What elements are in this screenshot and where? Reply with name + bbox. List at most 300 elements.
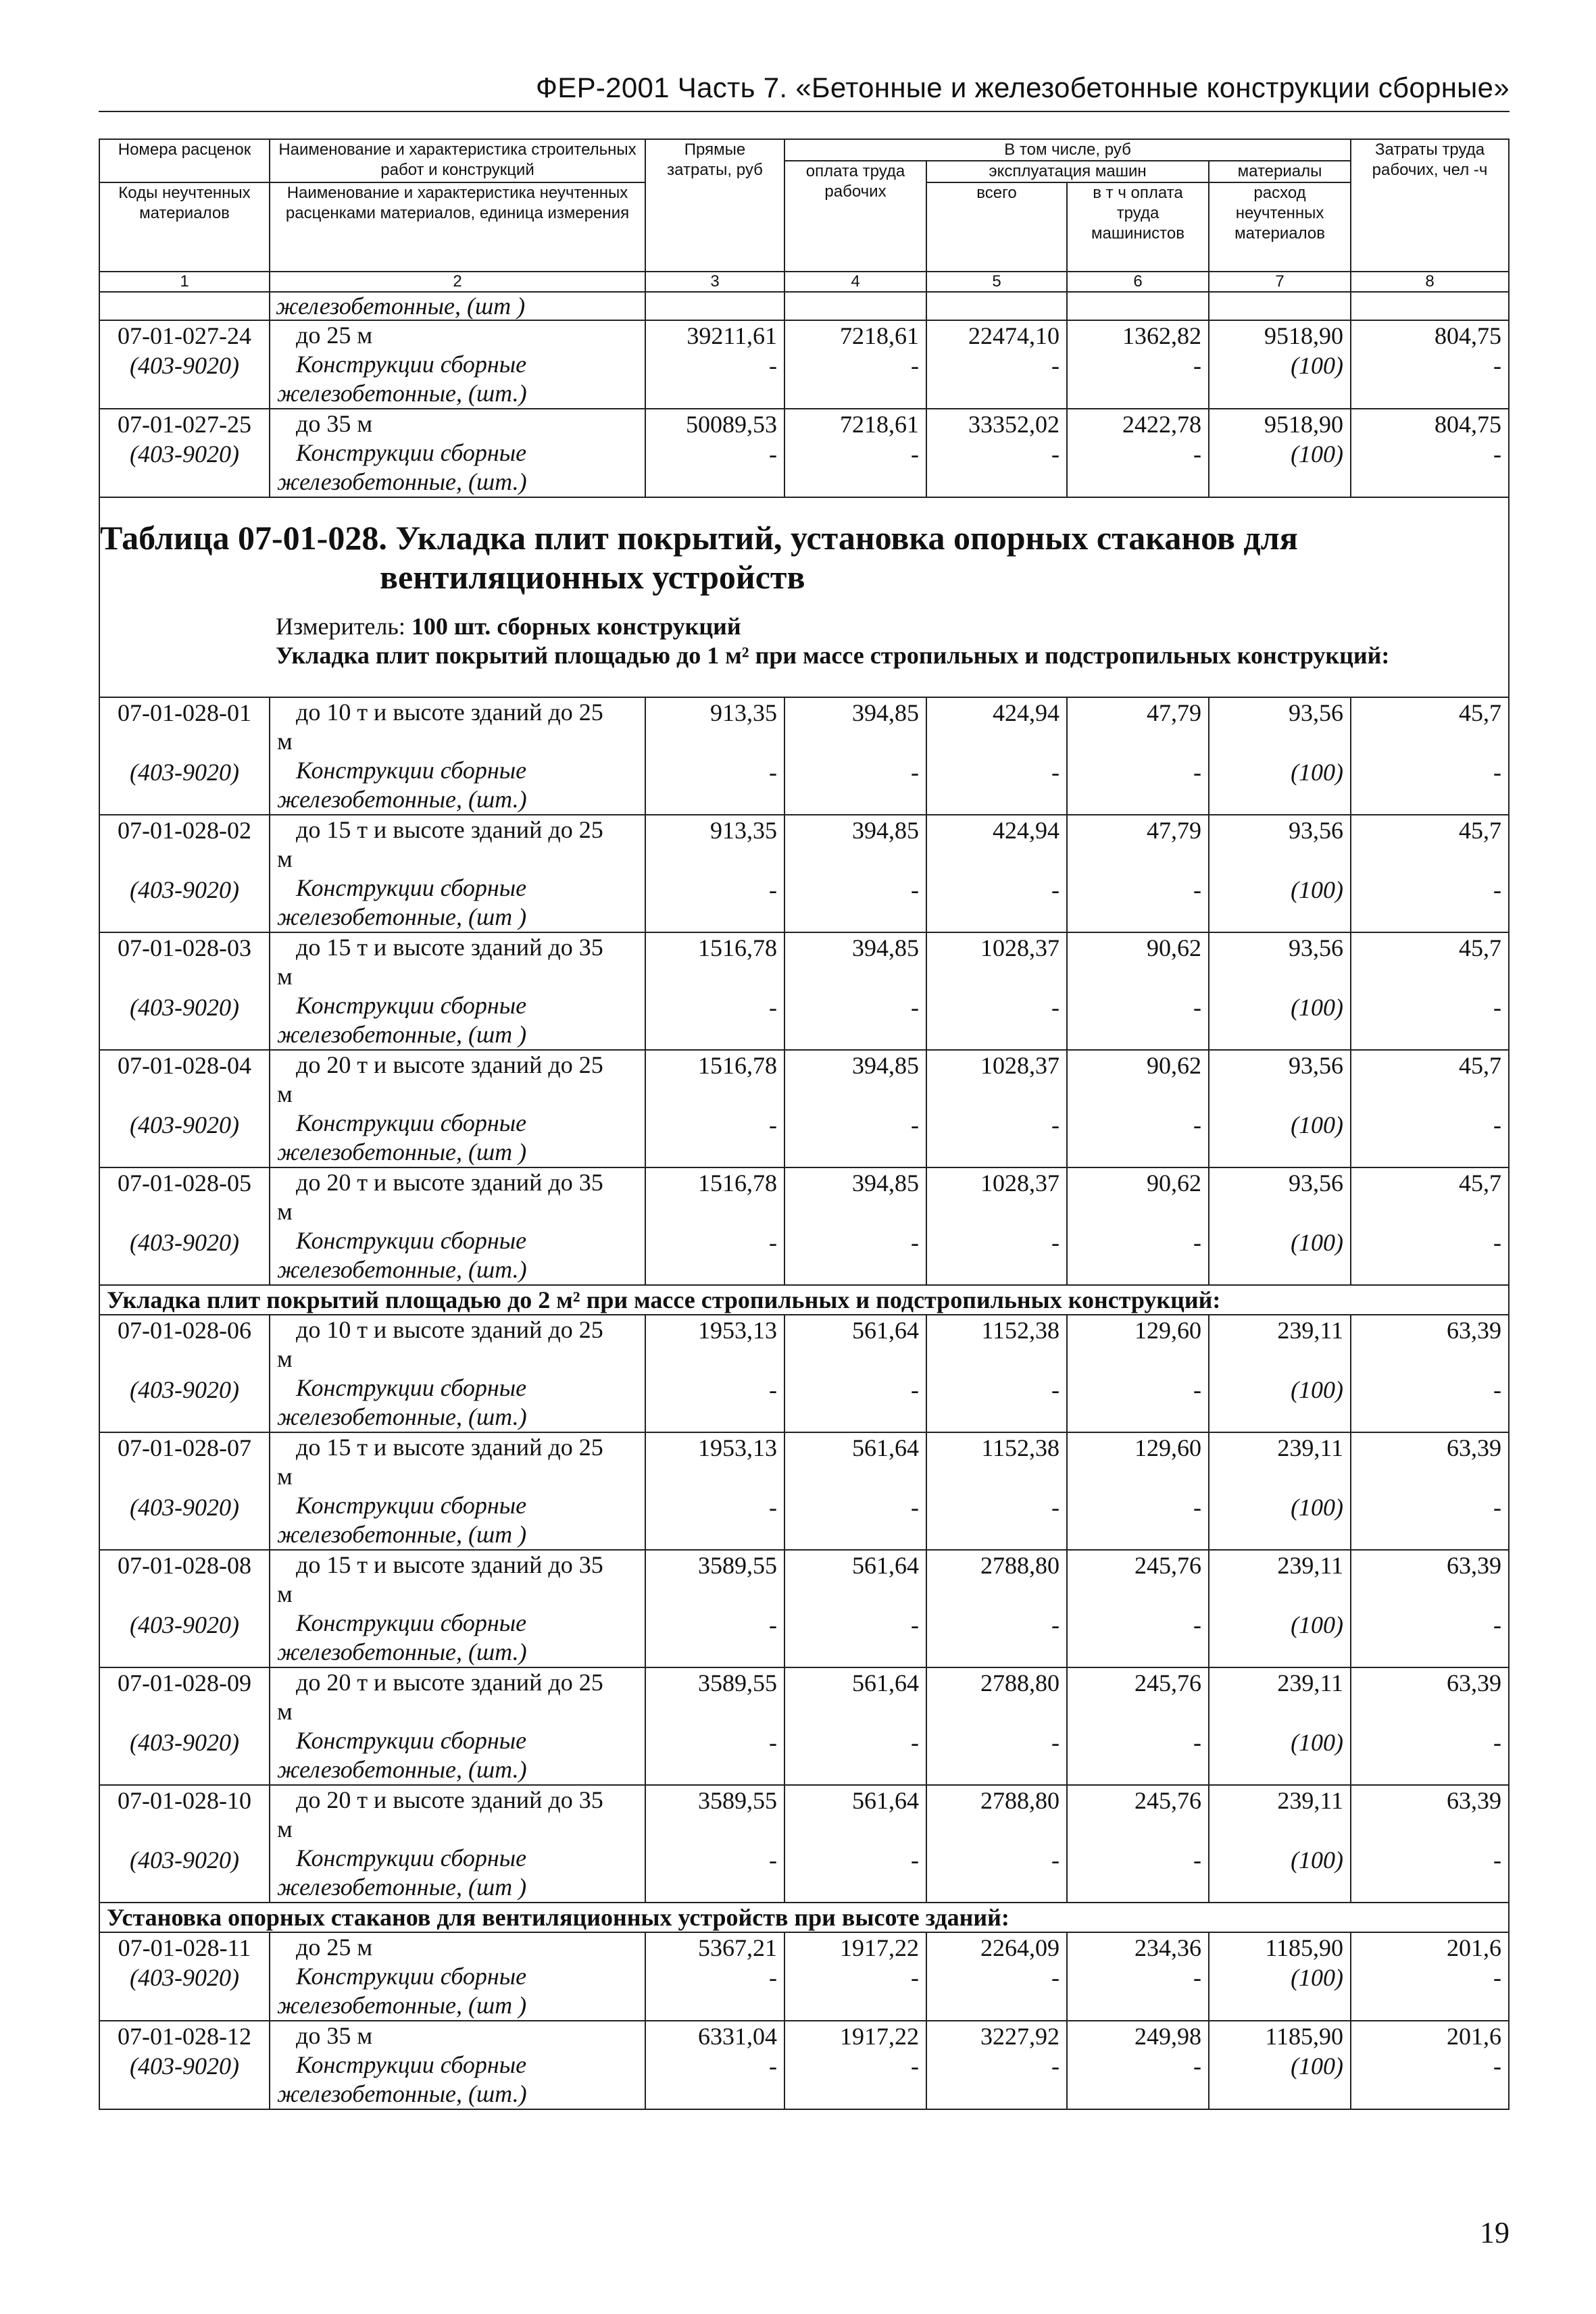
dash-mark: - — [1493, 1376, 1502, 1403]
value: 561,64 — [852, 1787, 919, 1814]
material-qty: (100) — [1291, 441, 1344, 468]
spacer-line — [107, 1580, 262, 1610]
rate-name-cell — [270, 1932, 645, 2021]
dash-mark: - — [911, 2053, 919, 2080]
material-name: Конструкции сборные — [296, 992, 527, 1019]
dash-mark: - — [1051, 1846, 1059, 1873]
spacer-line — [1358, 1580, 1501, 1610]
material-qty: (100) — [1291, 1846, 1344, 1873]
value: 1516,78 — [698, 1052, 777, 1079]
dash-mark: - — [769, 352, 777, 379]
meter — [100, 611, 1508, 641]
rate-code-cell — [99, 1050, 270, 1167]
value-cell-c4 — [784, 409, 926, 497]
value: 3589,55 — [698, 1787, 777, 1814]
meter-label: Измеритель: — [276, 613, 405, 640]
value: 1362,82 — [1122, 322, 1201, 349]
rate-code-cell — [99, 932, 270, 1050]
dash-mark: - — [1493, 1729, 1502, 1756]
section-title: Укладка плит покрытий площадью до 1 м² при массе стропильных и подстропильных конструкций: — [99, 641, 1509, 697]
spacer-line — [107, 728, 262, 757]
rate-name: до 15 т и высоте зданий до 25 — [296, 1434, 603, 1461]
value: 45,7 — [1459, 1052, 1502, 1079]
dash-mark: - — [1193, 994, 1201, 1021]
rate-name: до 15 т и высоте зданий до 35 — [296, 934, 603, 961]
dash-mark: - — [1051, 352, 1059, 379]
spacer-line — [934, 963, 1059, 992]
rate-code: 07-01-028-03 — [118, 934, 251, 961]
material-qty: (100) — [1291, 1729, 1344, 1756]
value-cell-c4 — [784, 1550, 926, 1667]
value: 90,62 — [1147, 1052, 1201, 1079]
spacer-line — [107, 963, 262, 992]
material-name: Конструкции сборные — [296, 874, 527, 901]
spacer-line — [934, 1080, 1059, 1110]
dash-mark: - — [911, 1729, 919, 1756]
value-cell-c7 — [1209, 697, 1351, 815]
rate-code-cell — [99, 1432, 270, 1550]
value: 394,85 — [852, 1052, 919, 1079]
rate-name-cell — [270, 1050, 645, 1167]
value-cell-c3 — [645, 1167, 784, 1285]
dash-mark: - — [1193, 2053, 1201, 2080]
material-name-cont: железобетонные, (шт ) — [277, 1021, 527, 1048]
rate-code: 07-01-027-25 — [118, 411, 251, 438]
dash-mark: - — [1193, 1964, 1201, 1991]
spacer-line — [107, 1080, 262, 1110]
spacer-line — [934, 845, 1059, 875]
rate-name: до 15 т и высоте зданий до 25 — [296, 816, 603, 843]
value-cell-c5 — [926, 1167, 1067, 1285]
value: 1185,90 — [1265, 2023, 1344, 2050]
spacer-line — [107, 1198, 262, 1228]
rate-code: 07-01-028-02 — [118, 817, 251, 844]
value-cell-c7 — [1209, 815, 1351, 932]
section-title: Установка опорных стаканов для вентиляционных устройств при высоте зданий: — [99, 1903, 1509, 1932]
page-header: ФЕР-2001 Часть 7. «Бетонные и железобетонные конструкции сборные» — [536, 72, 1510, 103]
material-name-cont: железобетонные, (шт ) — [277, 1992, 527, 2019]
spacer-line — [107, 1463, 262, 1492]
value-cell-c3 — [645, 1432, 784, 1550]
col8-header: Затраты труда рабочих, чел -ч — [1351, 139, 1509, 272]
value: 2422,78 — [1122, 411, 1201, 438]
rate-code: 07-01-028-01 — [118, 699, 251, 726]
col1-header-bottom: Коды неучтенных материалов — [99, 182, 270, 272]
value: 201,6 — [1447, 2023, 1502, 2050]
spacer-line — [934, 1580, 1059, 1610]
dash-mark: - — [1051, 441, 1059, 468]
value-cell-c8 — [1351, 1050, 1509, 1167]
colnum: 5 — [926, 272, 1067, 292]
dash-mark: - — [1193, 759, 1201, 786]
column-numbers-row — [99, 272, 1509, 292]
material-qty: (100) — [1291, 1229, 1344, 1256]
rate-name-cell — [270, 1550, 645, 1667]
value: 3589,55 — [698, 1552, 777, 1579]
table-row — [99, 1167, 1509, 1285]
value: 6331,04 — [698, 2023, 777, 2050]
value: 804,75 — [1435, 411, 1502, 438]
value: 7218,61 — [840, 322, 919, 349]
dash-mark: - — [1493, 994, 1502, 1021]
material-name-cont: железобетонные, (шт.) — [277, 468, 527, 495]
dash-mark: - — [769, 2053, 777, 2080]
spacer-line — [1358, 1198, 1501, 1228]
colnum: 8 — [1351, 272, 1509, 292]
spacer-line — [792, 963, 919, 992]
rate-code: 07-01-028-04 — [118, 1052, 251, 1079]
rate-name-cell — [270, 1432, 645, 1550]
table-row — [99, 1432, 1509, 1550]
value: 1953,13 — [698, 1317, 777, 1344]
rate-name-cell — [270, 1315, 645, 1432]
dash-mark: - — [911, 1376, 919, 1403]
material-name: Конструкции сборные — [296, 2051, 527, 2078]
rate-name: до 20 т и высоте зданий до 35 — [296, 1786, 603, 1813]
material-name: Конструкции сборные — [296, 439, 527, 466]
dash-mark: - — [1493, 759, 1502, 786]
section-title: Укладка плит покрытий площадью до 2 м² при массе стропильных и подстропильных конструкций: — [99, 1285, 1509, 1315]
value: 249,98 — [1134, 2023, 1201, 2050]
table-title-cell — [99, 497, 1509, 641]
value: 394,85 — [852, 934, 919, 961]
dash-mark: - — [1193, 1494, 1201, 1521]
dash-mark: - — [1051, 759, 1059, 786]
rate-name-unit: м — [277, 963, 293, 990]
rate-code-cell — [99, 1932, 270, 2021]
colnum: 1 — [99, 272, 270, 292]
value-cell-c4 — [784, 1167, 926, 1285]
value: 424,94 — [993, 817, 1059, 844]
rate-name-unit: м — [277, 845, 293, 872]
rate-code-cell — [99, 697, 270, 815]
rate-name-unit: м — [277, 1698, 293, 1725]
dash-mark: - — [1051, 1729, 1059, 1756]
dash-mark: - — [769, 1376, 777, 1403]
header-row-1 — [99, 139, 1509, 161]
rate-code: 07-01-028-06 — [118, 1317, 251, 1344]
value: 129,60 — [1134, 1434, 1201, 1461]
value: 913,35 — [710, 699, 777, 726]
dash-mark: - — [1051, 1964, 1059, 1991]
rate-name-cell — [270, 1667, 645, 1785]
value-cell-c6 — [1067, 320, 1209, 409]
value: 93,56 — [1289, 1169, 1344, 1197]
spacer-line — [653, 963, 777, 992]
table-row — [99, 932, 1509, 1050]
value-cell-c3 — [645, 815, 784, 932]
value-cell-c5 — [926, 1050, 1067, 1167]
value-cell-c7 — [1209, 1550, 1351, 1667]
rate-code-cell — [99, 1785, 270, 1903]
material-code: (403-9020) — [130, 1376, 239, 1403]
table-row — [99, 1785, 1509, 1903]
incl-header: В том числе, руб — [784, 139, 1351, 161]
value-cell-c3 — [645, 1550, 784, 1667]
dash-mark: - — [769, 1964, 777, 1991]
material-name-cont: железобетонные, (шт.) — [277, 1403, 527, 1430]
dash-mark: - — [769, 1846, 777, 1873]
rate-code-cell — [99, 320, 270, 409]
dash-mark: - — [911, 876, 919, 903]
spacer-line — [1358, 1815, 1501, 1845]
value: 1516,78 — [698, 1169, 777, 1197]
value-cell-c6 — [1067, 1050, 1209, 1167]
spacer-line — [1074, 1198, 1201, 1228]
value-cell-c6 — [1067, 697, 1209, 815]
material-code: (403-9020) — [130, 1111, 239, 1138]
spacer-line — [653, 728, 777, 757]
spacer-line — [1074, 1463, 1201, 1492]
value-cell-c8 — [1351, 815, 1509, 932]
spacer-line — [653, 1345, 777, 1375]
value: 1917,22 — [840, 2023, 919, 2050]
table-title — [100, 518, 1508, 597]
spacer-line — [1216, 1345, 1343, 1375]
dash-mark: - — [911, 1494, 919, 1521]
spacer-line — [1216, 1580, 1343, 1610]
value: 245,76 — [1134, 1669, 1201, 1696]
material-code: (403-9020) — [130, 1494, 239, 1521]
spacer-line — [1216, 845, 1343, 875]
colnum: 4 — [784, 272, 926, 292]
spacer-line — [653, 1580, 777, 1610]
material-qty: (100) — [1291, 994, 1344, 1021]
materials-sub-header: расход неучтенных материалов — [1209, 182, 1351, 272]
rate-name-cell — [270, 932, 645, 1050]
material-qty: (100) — [1291, 759, 1344, 786]
value-cell-c3 — [645, 1932, 784, 2021]
rate-name-cell — [270, 815, 645, 932]
value-cell-c8 — [1351, 1315, 1509, 1432]
value-cell-c4 — [784, 697, 926, 815]
value-cell-c7 — [1209, 1050, 1351, 1167]
value-cell-c8 — [1351, 1550, 1509, 1667]
colnum: 2 — [270, 272, 645, 292]
material-name: Конструкции сборные — [296, 1844, 527, 1871]
value-cell-c4 — [784, 2021, 926, 2109]
dash-mark: - — [911, 994, 919, 1021]
colnum: 3 — [645, 272, 784, 292]
material-name-cont: железобетонные, (шт.) — [277, 2080, 527, 2107]
material-name-cont: железобетонные, (шт.) — [277, 1756, 527, 1783]
spacer-line — [653, 845, 777, 875]
spacer-line — [107, 1345, 262, 1375]
value-cell-c5 — [926, 815, 1067, 932]
rate-name: до 20 т и высоте зданий до 25 — [296, 1051, 603, 1078]
value: 913,35 — [710, 817, 777, 844]
table-row — [99, 815, 1509, 932]
rate-name: до 15 т и высоте зданий до 35 — [296, 1551, 603, 1578]
material-name: Конструкции сборные — [296, 757, 527, 784]
spacer-line — [1358, 963, 1501, 992]
spacer-line — [1358, 1345, 1501, 1375]
material-code: (403-9020) — [130, 994, 239, 1021]
value-cell-c5 — [926, 1550, 1067, 1667]
dash-mark: - — [769, 876, 777, 903]
dash-mark: - — [911, 1111, 919, 1138]
value: 2788,80 — [980, 1669, 1059, 1696]
value-cell-c3 — [645, 1050, 784, 1167]
value: 63,39 — [1447, 1317, 1502, 1344]
col1-header-top: Номера расценок — [99, 139, 270, 182]
value-cell-c8 — [1351, 697, 1509, 815]
material-code: (403-9020) — [130, 1611, 239, 1638]
value-cell-c8 — [1351, 1167, 1509, 1285]
dash-mark: - — [1493, 876, 1502, 903]
value: 50089,53 — [686, 411, 777, 438]
value: 239,11 — [1277, 1317, 1344, 1344]
dash-mark: - — [769, 994, 777, 1021]
value: 245,76 — [1134, 1552, 1201, 1579]
value-cell-c6 — [1067, 815, 1209, 932]
value-cell-c7 — [1209, 1167, 1351, 1285]
material-name: Конструкции сборные — [296, 1374, 527, 1401]
material-name: Конструкции сборные — [296, 1963, 527, 1990]
spacer-line — [1358, 1463, 1501, 1492]
spacer-line — [792, 1463, 919, 1492]
value-cell-c4 — [784, 1315, 926, 1432]
table-row — [99, 320, 1509, 409]
dash-mark: - — [1051, 876, 1059, 903]
value: 63,39 — [1447, 1669, 1502, 1696]
table-row — [99, 1315, 1509, 1432]
colnum: 7 — [1209, 272, 1351, 292]
dash-mark: - — [1493, 1494, 1502, 1521]
value-cell-c3 — [645, 932, 784, 1050]
value-cell-c5 — [926, 409, 1067, 497]
material-code: (403-9020) — [130, 1964, 239, 1991]
rate-name: до 25 м — [296, 322, 373, 349]
col2-header-top: Наименование и характеристика строительных работ и конструкций — [270, 139, 645, 182]
value: 1152,38 — [981, 1434, 1059, 1461]
rate-code-cell — [99, 2021, 270, 2109]
rate-name-unit: м — [277, 1815, 293, 1842]
value-cell-c3 — [645, 1667, 784, 1785]
value-cell-c8 — [1351, 1667, 1509, 1785]
spacer-line — [1216, 1198, 1343, 1228]
spacer-line — [1074, 1698, 1201, 1728]
value-cell-c6 — [1067, 409, 1209, 497]
rate-name-unit: м — [277, 1345, 293, 1372]
value: 22474,10 — [968, 322, 1059, 349]
meter-value: 100 шт. сборных конструкций — [411, 613, 741, 640]
dash-mark: - — [911, 1611, 919, 1638]
value-cell-c7 — [1209, 932, 1351, 1050]
value-cell-c5 — [926, 1785, 1067, 1903]
material-name-cont: железобетонные, (шт ) — [277, 1521, 527, 1548]
value: 561,64 — [852, 1552, 919, 1579]
rate-name-unit: м — [277, 1080, 293, 1107]
spacer-line — [1216, 1698, 1343, 1728]
rate-name-unit: м — [277, 728, 293, 755]
rate-name: до 20 т и высоте зданий до 35 — [296, 1169, 603, 1196]
table-row — [99, 697, 1509, 815]
value-cell-c7 — [1209, 1432, 1351, 1550]
spacer-line — [653, 1463, 777, 1492]
col3-header: Прямые затраты, руб — [645, 139, 784, 272]
material-code: (403-9020) — [130, 352, 239, 379]
dash-mark: - — [1193, 876, 1201, 903]
value-cell-c6 — [1067, 1315, 1209, 1432]
spacer-line — [1074, 728, 1201, 757]
spacer-line — [1074, 1815, 1201, 1845]
value-cell-c3 — [645, 1785, 784, 1903]
material-name: Конструкции сборные — [296, 1492, 527, 1519]
rate-name: до 20 т и высоте зданий до 25 — [296, 1669, 603, 1696]
value: 1917,22 — [840, 1934, 919, 1961]
material-qty: (100) — [1291, 2053, 1344, 2080]
spacer-line — [934, 1463, 1059, 1492]
rate-code-cell — [99, 1667, 270, 1785]
spacer-line — [1074, 1345, 1201, 1375]
material-code: (403-9020) — [130, 876, 239, 903]
value-cell-c7 — [1209, 1932, 1351, 2021]
value-cell-c4 — [784, 320, 926, 409]
rate-code-cell — [99, 409, 270, 497]
table-title-line2: вентиляционных устройств — [380, 558, 805, 596]
dash-mark: - — [769, 1229, 777, 1256]
table-row — [99, 2021, 1509, 2109]
rate-code: 07-01-028-11 — [118, 1934, 251, 1961]
spacer-line — [792, 1580, 919, 1610]
value-cell-c4 — [784, 1667, 926, 1785]
value-cell-c3 — [645, 1315, 784, 1432]
dash-mark: - — [911, 1846, 919, 1873]
material-qty: (100) — [1291, 1376, 1344, 1403]
material-qty: (100) — [1291, 1611, 1344, 1638]
rate-code: 07-01-028-08 — [118, 1552, 251, 1579]
value: 90,62 — [1147, 934, 1201, 961]
material-name: Конструкции сборные — [296, 1609, 527, 1636]
value: 239,11 — [1277, 1552, 1344, 1579]
value: 239,11 — [1277, 1434, 1344, 1461]
value: 93,56 — [1289, 934, 1344, 961]
spacer-line — [107, 1698, 262, 1728]
rate-name-cell — [270, 1785, 645, 1903]
material-name-cont: железобетонные, (шт ) — [277, 1138, 527, 1165]
value: 245,76 — [1134, 1787, 1201, 1814]
dash-mark: - — [911, 759, 919, 786]
dash-mark: - — [1493, 1111, 1502, 1138]
spacer-line — [792, 1080, 919, 1110]
material-name: Конструкции сборные — [296, 1109, 527, 1136]
value-cell-c8 — [1351, 2021, 1509, 2109]
value-cell-c5 — [926, 2021, 1067, 2109]
machines-all-header: всего — [926, 182, 1067, 272]
value-cell-c8 — [1351, 932, 1509, 1050]
rate-name: до 25 м — [296, 1934, 373, 1961]
value: 394,85 — [852, 817, 919, 844]
material-qty: (100) — [1291, 1494, 1344, 1521]
value: 394,85 — [852, 699, 919, 726]
value: 129,60 — [1134, 1317, 1201, 1344]
value: 93,56 — [1289, 1052, 1344, 1079]
dash-mark: - — [911, 1229, 919, 1256]
dash-mark: - — [1193, 1611, 1201, 1638]
spacer-line — [934, 1698, 1059, 1728]
rate-name-unit: м — [277, 1580, 293, 1607]
material-qty: (100) — [1291, 1111, 1344, 1138]
value: 3589,55 — [698, 1669, 777, 1696]
value: 2788,80 — [980, 1552, 1059, 1579]
table-row — [99, 409, 1509, 497]
dash-mark: - — [1051, 1376, 1059, 1403]
spacer-line — [792, 728, 919, 757]
materials-header: материалы — [1209, 161, 1351, 182]
rate-code: 07-01-028-05 — [118, 1169, 251, 1197]
dash-mark: - — [1051, 1111, 1059, 1138]
